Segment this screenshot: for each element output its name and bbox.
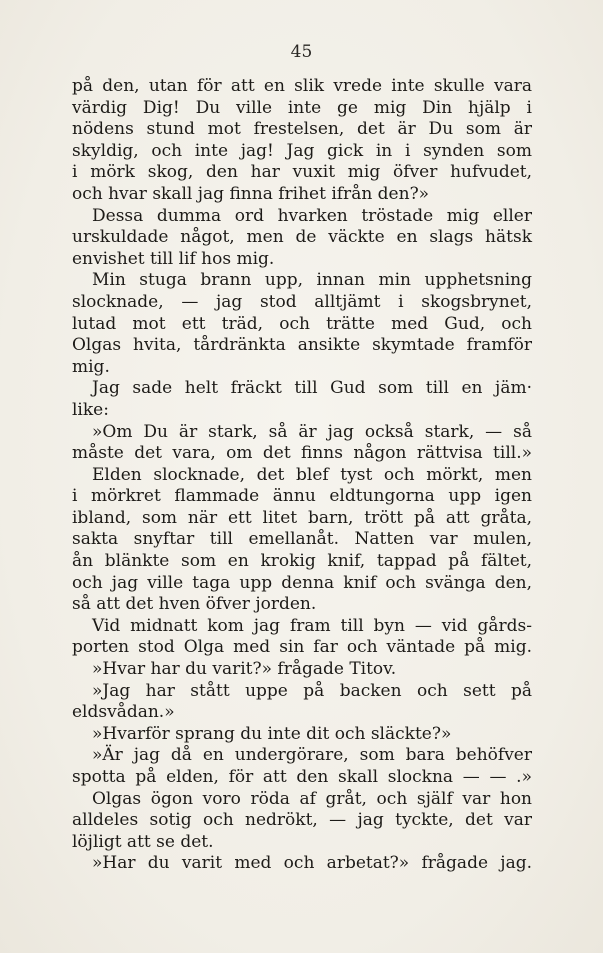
page-number: 45 bbox=[290, 42, 313, 62]
text-line: »Är jag då en undergörare, som bara behöfver bbox=[92, 745, 532, 766]
text-line: Elden slocknade, det blef tyst och mörkt, men bbox=[92, 464, 532, 485]
text-line: »Jag har stått uppe på backen och sett på bbox=[92, 680, 532, 701]
text-line: spotta på elden, för att den skall slockna — — .» bbox=[72, 767, 532, 787]
text-line: nödens stund mot frestelsen, det är Du som är bbox=[72, 119, 532, 140]
text-line: ibland, som när ett litet barn, trött på att gråta, bbox=[72, 507, 532, 528]
text-line: »Hvarför sprang du inte dit och släckte?» bbox=[92, 723, 452, 744]
text-line: eldsvådan.» bbox=[72, 702, 175, 723]
text-line: »Har du varit med och arbetat?» frågade jag. bbox=[92, 853, 532, 874]
text-line: sakta snyftar till emellanåt. Natten var mulen, bbox=[72, 529, 532, 550]
text-line: Jag sade helt fräckt till Gud som till en jäm· bbox=[92, 378, 532, 399]
text-line: i mörkret flammade ännu eldtungorna upp igen bbox=[72, 486, 532, 507]
text-line: löjligt att se det. bbox=[72, 831, 214, 852]
text-line: så att det hven öfver jorden. bbox=[72, 594, 317, 615]
text-line: »Om Du är stark, så är jag också stark, — så bbox=[92, 421, 532, 442]
text-line: skyldig, och inte jag! Jag gick in i synden som bbox=[72, 140, 532, 161]
text-line: like: bbox=[72, 399, 109, 420]
text-line: »Hvar har du varit?» frågade Titov. bbox=[92, 659, 397, 680]
text-line: ån blänkte som en krokig knif, tappad på fältet, bbox=[72, 551, 532, 572]
text-line: i mörk skog, den har vuxit mig öfver hufvudet, bbox=[72, 162, 532, 183]
text-line: alldeles sotig och nedrökt, — jag tyckte, det var bbox=[72, 810, 532, 831]
text-line: värdig Dig! Du ville inte ge mig Din hjälp i bbox=[72, 97, 532, 118]
text-line: Olgas hvita, tårdränkta ansikte skymtade framför bbox=[72, 335, 532, 356]
text-line: och hvar skall jag finna frihet ifrån den?» bbox=[72, 183, 430, 204]
text-line: Dessa dumma ord hvarken tröstade mig eller bbox=[92, 205, 532, 226]
text-line: på den, utan för att en slik vrede inte skulle vara bbox=[72, 76, 532, 96]
text-line: och jag ville taga upp denna knif och svänga den, bbox=[72, 572, 532, 593]
text-line: Min stuga brann upp, innan min upphetsning bbox=[92, 270, 532, 291]
text-line: envishet till lif hos mig. bbox=[72, 248, 275, 269]
text-line: slocknade, — jag stod alltjämt i skogsbrynet, bbox=[72, 291, 532, 312]
body-text bbox=[72, 76, 532, 875]
text-line: måste det vara, om det finns någon rättvisa till.» bbox=[72, 443, 532, 464]
text-line: Olgas ögon voro röda af gråt, och själf var hon bbox=[92, 788, 532, 809]
text-line: mig. bbox=[72, 356, 110, 377]
text-line: Vid midnatt kom jag fram till byn — vid gårds- bbox=[92, 615, 532, 636]
text-line: urskuldade något, men de väckte en slags hätsk bbox=[72, 227, 532, 248]
text-line: porten stod Olga med sin far och väntade på mig. bbox=[72, 637, 532, 658]
text-line: lutad mot ett träd, och trätte med Gud, och bbox=[72, 313, 532, 334]
